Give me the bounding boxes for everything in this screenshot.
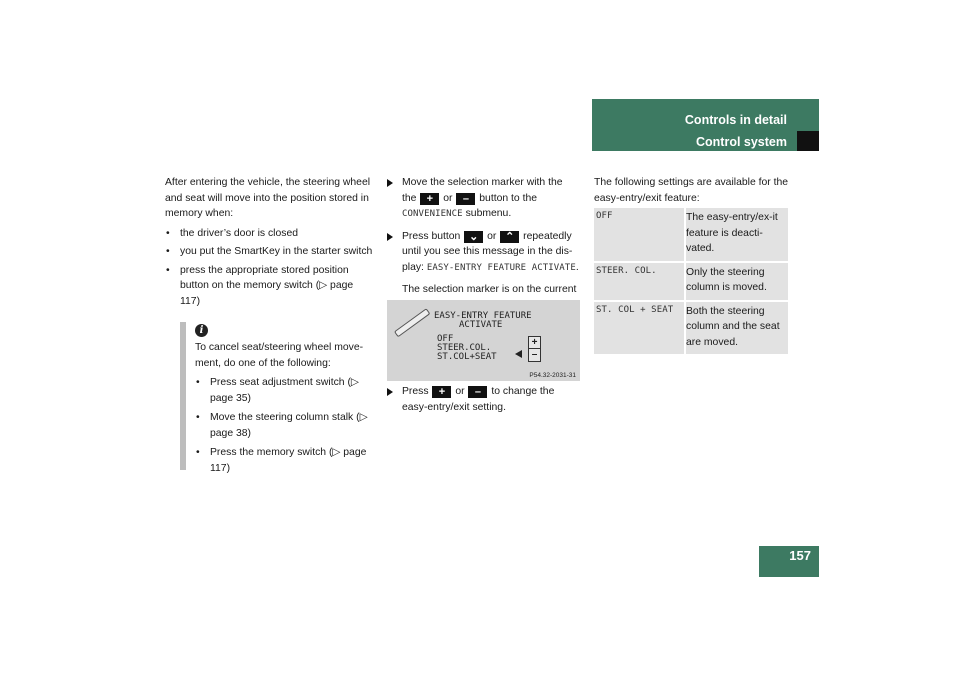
minus-key-icon: – [456,193,475,205]
figure-code: P54.32-2031-31 [529,372,576,379]
plus-icon: + [531,337,538,348]
table-row [594,302,788,357]
list-item: • the driver’s door is closed [165,226,375,242]
display-message: EASY-ENTRY FEATURE ACTIVATE [426,262,576,273]
up-key-icon: ⌃ [500,231,519,243]
period: . [575,261,579,273]
minus-icon: – [531,349,538,360]
setting-description: Both the steering column and the seat are moved. [686,305,780,348]
minus-key-icon: – [468,386,487,398]
header-black-tab [797,131,819,151]
down-key-icon: ⌄ [464,231,483,243]
note-list [195,375,381,476]
chapter-title: Controls in detail [684,113,787,127]
column-3 [594,175,789,206]
step-text: Press button [402,230,461,242]
menu-name: CONVENIENCE [402,209,463,219]
list-item: • Press the memory switch (▷ page 117) [195,445,381,476]
display-line: STEER.COL. [437,343,492,353]
step-arrow-icon [387,179,393,187]
step-3-block [387,384,582,421]
column-2 [387,175,582,319]
step-text: button to the [479,192,538,204]
step-text: Move the selection marker with the [402,177,563,188]
settings-intro: The following settings are available for the easy-entry/exit feature: [594,177,789,204]
step-text: or [487,230,497,242]
list-item: • you put the SmartKey in the starter switch [165,244,375,260]
column-1 [165,175,375,312]
display-line: EASY-ENTRY FEATURE [434,311,532,321]
list-item: • Press seat adjustment switch (▷ page 35) [195,375,381,406]
section-title: Control system [696,135,787,149]
step-text: to change the easy-entry/exit setting. [402,386,555,413]
step-3 [387,384,582,415]
info-icon: i [195,324,208,337]
step-text: or [443,192,453,204]
selection-note: The selection marker is on the current [402,284,577,295]
selection-marker-icon [515,350,522,358]
display-line: ACTIVATE [459,320,503,330]
pointer-pen-icon [394,308,430,337]
step-2 [387,229,582,277]
step-text-continued: the [402,192,417,204]
setting-description: The easy-entry/ex-it feature is deacti-vated. [686,212,778,254]
settings-table [594,208,788,356]
display-line: OFF [437,334,454,344]
setting-name: ST. COL + SEAT [596,304,674,315]
step-1 [387,175,582,223]
plus-minus-indicator [528,336,541,362]
intro-paragraph: After entering the vehicle, the steering wheel and seat will move into the position stored in memory when: [165,177,371,219]
table-row [594,208,788,263]
step-text: submenu. [465,208,512,219]
table-row [594,263,788,302]
plus-key-icon: + [432,386,451,398]
plus-key-icon: + [420,193,439,205]
info-note [180,322,381,474]
setting-name: STEER. COL. [596,265,657,276]
list-item: • Move the steering column stalk (▷ page 38) [195,410,381,441]
step-text: repeatedly until you see this message in the dis-play: [402,230,573,273]
step-arrow-icon [387,233,393,241]
display-illustration [387,300,580,381]
display-line: ST.COL+SEAT [437,352,497,362]
page-number: 157 [789,548,811,563]
note-text: To cancel seat/steering wheel move-ment, do one of the following: [195,342,364,369]
step-text: or [455,386,465,397]
condition-list [165,226,375,310]
step-arrow-icon [387,388,393,396]
step-text: Press [402,386,429,397]
setting-name: OFF [596,211,613,221]
setting-description: Only the steering column is moved. [686,266,767,293]
list-item: • press the appropriate stored position button on the memory switch (▷ page 117) [165,263,375,310]
